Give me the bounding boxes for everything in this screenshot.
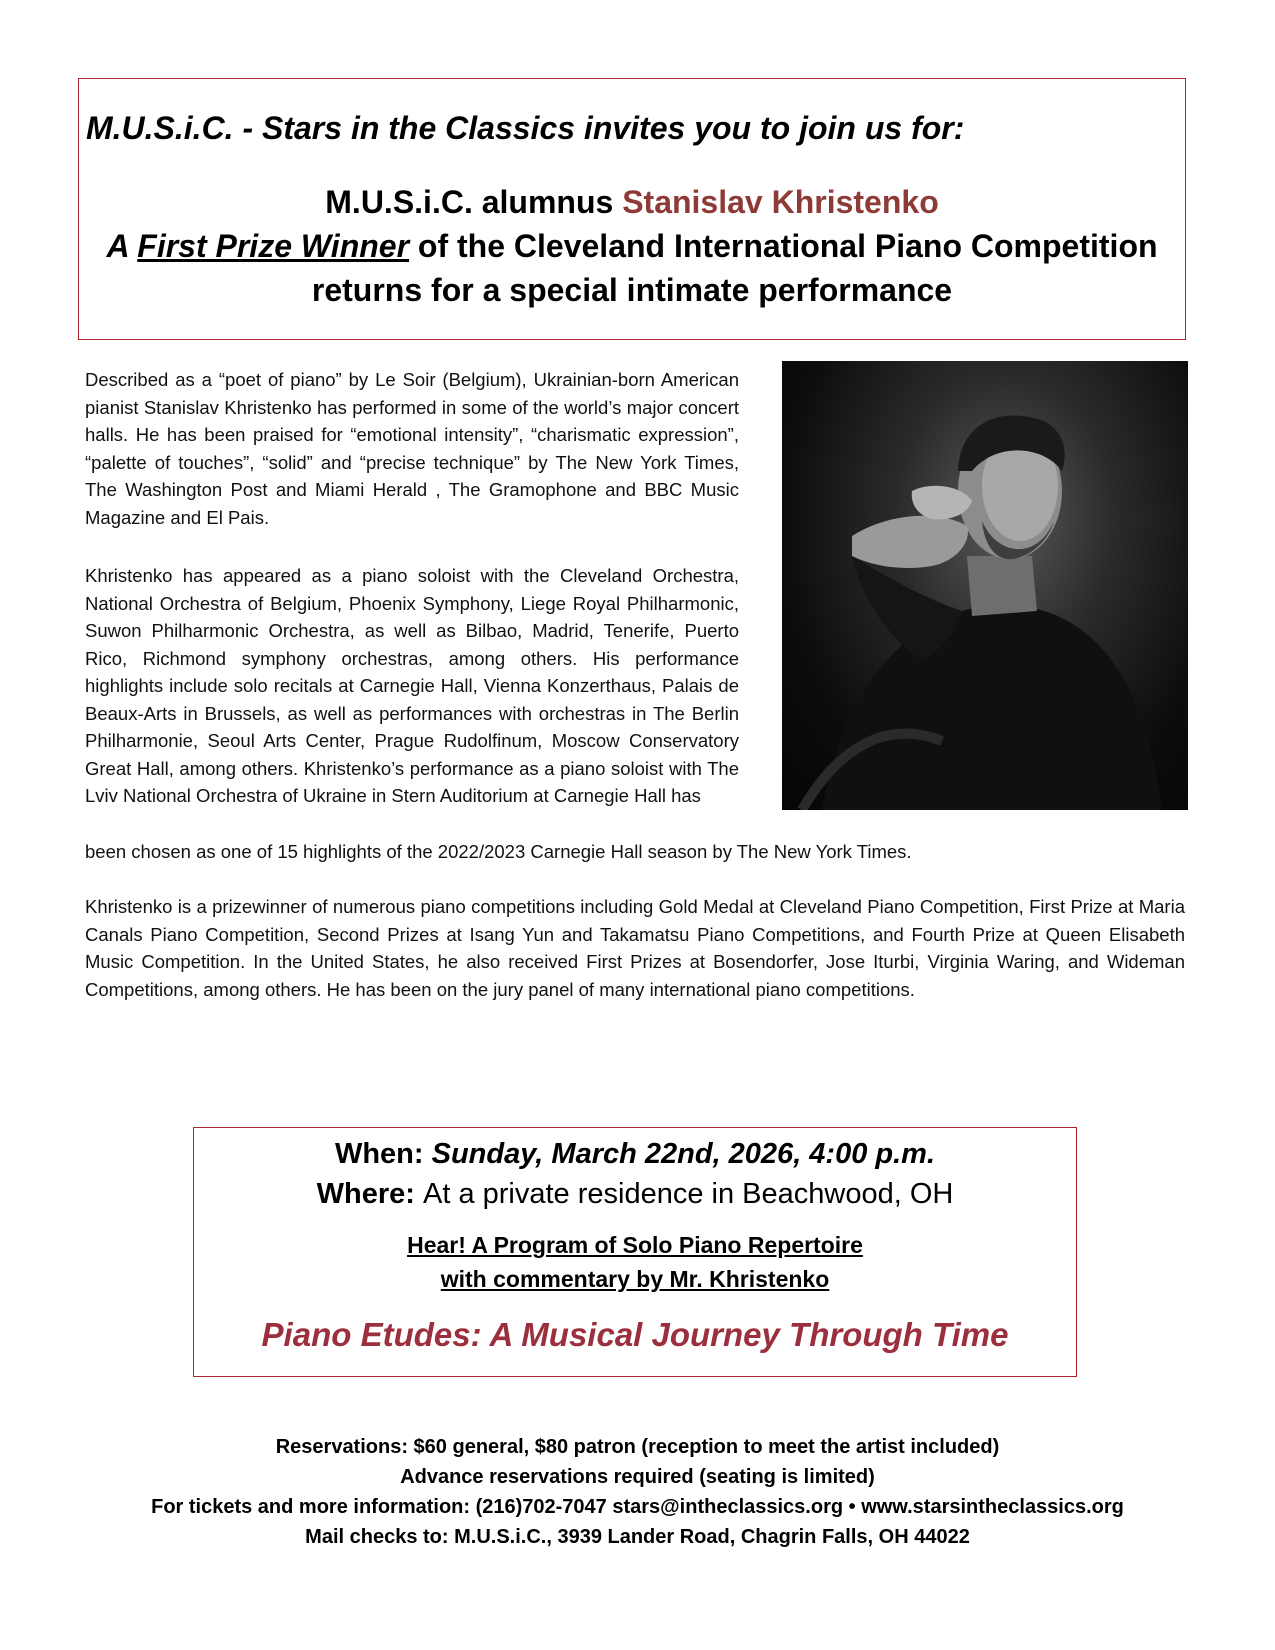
program-description-text-1: Hear! A Program of Solo Piano Repertoire <box>407 1232 863 1258</box>
when-value: Sunday, March 22nd, 2026, 4:00 p.m. <box>431 1138 936 1170</box>
contact-info: For tickets and more information: (216)702-7047 stars@intheclassics.org • www.starsintheclassics.org <box>151 1496 1124 1518</box>
reservations-pricing: Reservations: $60 general, $80 patron (reception to meet the artist included) <box>275 1436 1000 1458</box>
prize-prefix: A <box>106 228 138 264</box>
program-title: Piano Etudes: A Musical Journey Through Time <box>261 1316 1009 1353</box>
bio-paragraph-2: Khristenko has appeared as a piano soloist with the Cleveland Orchestra, National Orchestra of Belgium, Phoenix Symphony, Liege Royal Philharmonic, Suwon Philharmonic Orchestra, as well as Bilbao, Madrid, Tenerife, Puerto Rico, Richmond symphony orchestras, among others. His performance highlights include solo recitals at Carnegie Hall, Vienna Konzerthaus, Palais de Beaux-Arts in Brussels, as well as performances with orchestras in The Berlin Philharmonie, Seoul Arts Center, Prague Rudolfinum, Moscow Conservatory Great Hall, among others. Khristenko’s performance as a piano soloist with The Lviv National Orchestra of Ukraine in Stern Auditorium at Carnegie Hall has <box>85 565 739 806</box>
prize-emphasis: First Prize Winner <box>137 228 410 264</box>
artist-name: Stanislav Khristenko <box>622 184 939 220</box>
prize-suffix: of the Cleveland International Piano Competition <box>409 228 1158 264</box>
mailing-address: Mail checks to: M.U.S.i.C., 3939 Lander Road, Chagrin Falls, OH 44022 <box>305 1526 970 1548</box>
portrait-illustration <box>782 361 1188 810</box>
bio-paragraph-3: Khristenko is a prizewinner of numerous piano competitions including Gold Medal at Cleveland Piano Competition, First Prize at Maria Canals Piano Competition, Second Prizes at Isang Yun and Takamatsu Piano Competitions, and Fourth Prize at Queen Elisabeth Music Competition. In the United States, he also received First Prizes at Bosendorfer, Jose Iturbi, Virginia Waring, and Wideman Competitions, among others. He has been on the jury panel of many international piano competitions. <box>85 896 1185 1000</box>
bio-paragraph-1: Described as a “poet of piano” by Le Soir (Belgium), Ukrainian-born American pianist Stanislav Khristenko has performed in some of the world’s major concert halls. He has been praised for “emotional intensity”, “charismatic expression”, “palette of touches”, “solid” and “precise technique” by The New York Times, The Washington Post and Miami Herald , The Gramophone and BBC Music Magazine and El Pais. <box>85 369 739 528</box>
alumnus-prefix: M.U.S.i.C. alumnus <box>325 184 623 220</box>
bio-paragraph-2-continued: been chosen as one of 15 highlights of the 2022/2023 Carnegie Hall season by The New York Times. <box>85 841 912 862</box>
returns-line: returns for a special intimate performance <box>311 272 953 308</box>
event-when <box>193 1138 1077 1171</box>
event-where <box>193 1178 1077 1211</box>
artist-portrait <box>782 361 1188 810</box>
reservations-notice: Advance reservations required (seating is limited) <box>400 1466 875 1488</box>
alumnus-line <box>78 184 1186 221</box>
where-label: Where: <box>316 1178 423 1210</box>
program-description-line-1 <box>193 1232 1077 1259</box>
prize-line <box>78 228 1186 265</box>
program-description-line-2 <box>193 1266 1077 1293</box>
when-label: When: <box>334 1138 432 1170</box>
program-description-text-2: with commentary by Mr. Khristenko <box>440 1266 830 1292</box>
invitation-heading: M.U.S.i.C. - Stars in the Classics invites you to join us for: <box>86 110 965 146</box>
where-value: At a private residence in Beachwood, OH <box>423 1178 954 1210</box>
